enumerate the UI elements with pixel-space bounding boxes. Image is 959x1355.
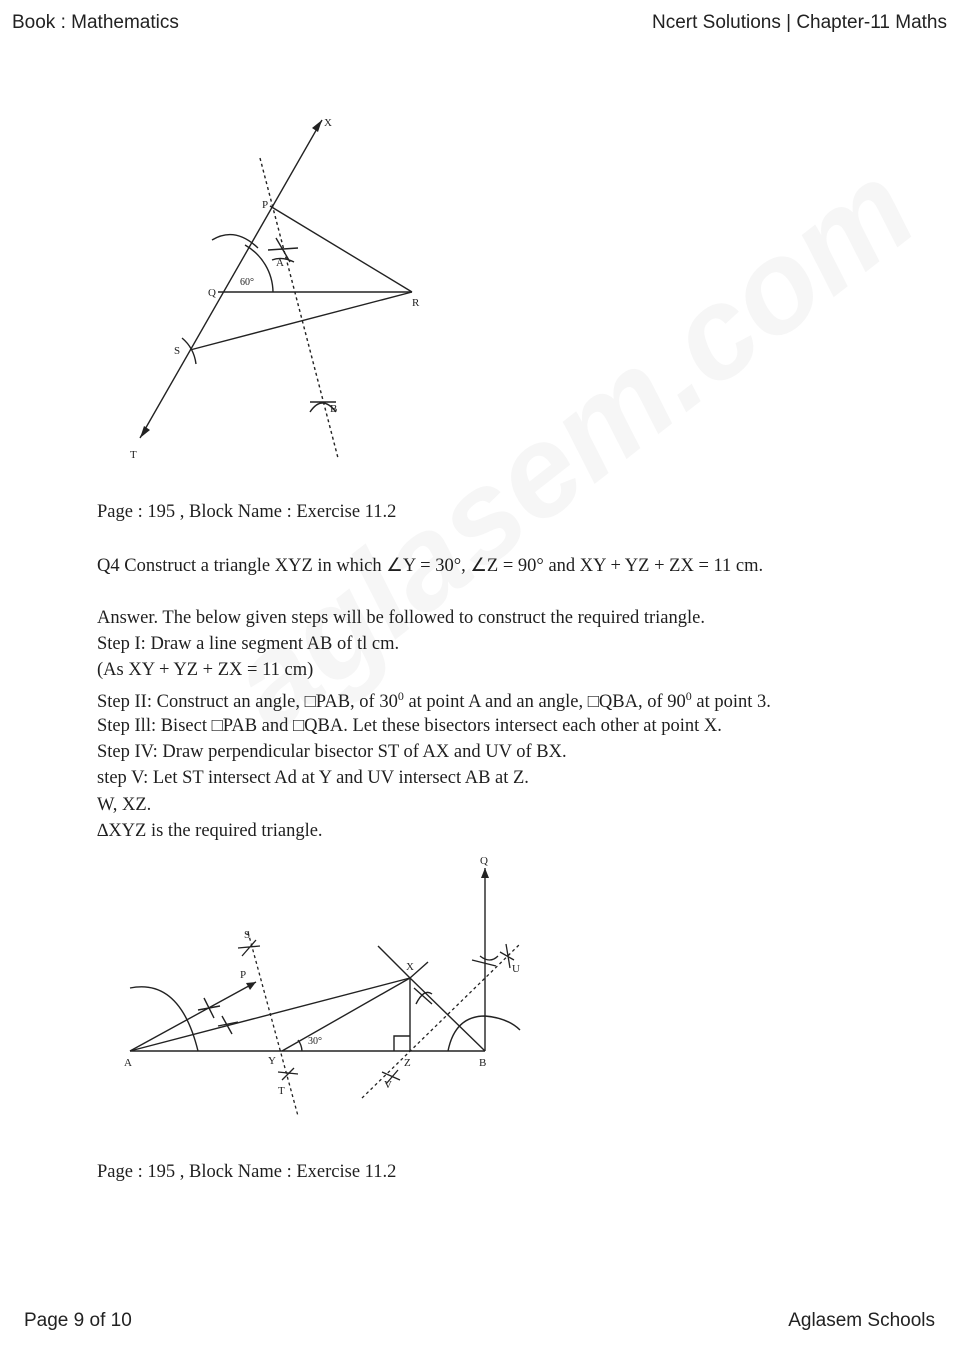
label-x: X [406,961,414,973]
right-angle-mark [394,1036,410,1051]
header-chapter: Ncert Solutions | Chapter-11 Maths [652,12,947,33]
arrow-q [481,868,489,878]
page-reference-2: Page : 195 , Block Name : Exercise 11.2 [97,1162,397,1182]
segment-sr [190,292,412,350]
question-text: Q4 Construct a triangle XYZ in which ∠Y = 30°, ∠Z = 90° and XY + YZ + ZX = 11 cm. [97,556,764,576]
construction-figure-2 [110,848,540,1123]
answer-step-3: Step Ill: Bisect □PAB and □QBA. Let these bisectors intersect each other at point X. [97,716,722,736]
segment-yx [282,978,410,1051]
label-t: T [278,1085,285,1097]
label-s: S [244,929,251,941]
answer-conclusion: ∆XYZ is the required triangle. [97,821,323,841]
label-angle-30: 30° [308,1036,322,1047]
arc-near-p [212,235,258,248]
label-b: B [479,1057,487,1069]
label-z: Z [404,1057,411,1069]
label-t: T [130,449,137,461]
ray-ap [130,982,256,1051]
label-a: A [276,257,284,269]
label-r: R [412,297,420,309]
page-reference-1: Page : 195 , Block Name : Exercise 11.2 [97,502,397,522]
answer-step-1: Step I: Draw a line segment AB of tl cm. [97,634,400,654]
arc-mark-u [472,944,514,968]
footer-publisher: Aglasem Schools [788,1310,935,1331]
footer-page-number: Page 9 of 10 [24,1310,132,1331]
label-a: A [124,1057,132,1069]
arrow-t [140,426,150,438]
answer-step-5: step V: Let ST intersect Ad at Y and UV intersect AB at Z. [97,768,529,788]
arc-mark-s [238,940,260,956]
label-s: S [174,345,181,357]
answer-step-2: Step II: Construct an angle, □PAB, of $30^0$ at point A and an angle, □QBA, of $90^0$ at point 3. [97,689,771,713]
perpendicular-bisector-st [248,932,298,1116]
perpendicular-bisector-uv [362,944,520,1098]
perpendicular-bisector [260,158,338,458]
arrow-x [312,120,322,132]
label-p: P [240,969,247,981]
label-x: X [324,117,332,129]
label-b: B [330,403,338,415]
answer-step-4: Step IV: Draw perpendicular bisector ST of AX and UV of BX. [97,742,567,762]
header-book: Book : Mathematics [12,12,179,33]
angle-arc-30 [298,1040,302,1051]
label-y: Y [268,1055,276,1067]
ray-line-tx [140,120,322,438]
label-v: V [384,1079,392,1091]
answer-step-1-note: (As XY + YZ + ZX = 11 cm) [97,660,314,680]
arc-at-b [448,1016,520,1051]
label-u: U [512,963,520,975]
answer-step-6: W, XZ. [97,795,152,815]
label-q: Q [208,287,216,299]
label-q: Q [480,855,488,867]
label-angle-60: 60° [240,277,254,288]
label-p: P [262,199,269,211]
construction-figure-1 [110,108,450,468]
answer-intro: Answer. The below given steps will be followed to construct the required triangle. [97,608,705,628]
